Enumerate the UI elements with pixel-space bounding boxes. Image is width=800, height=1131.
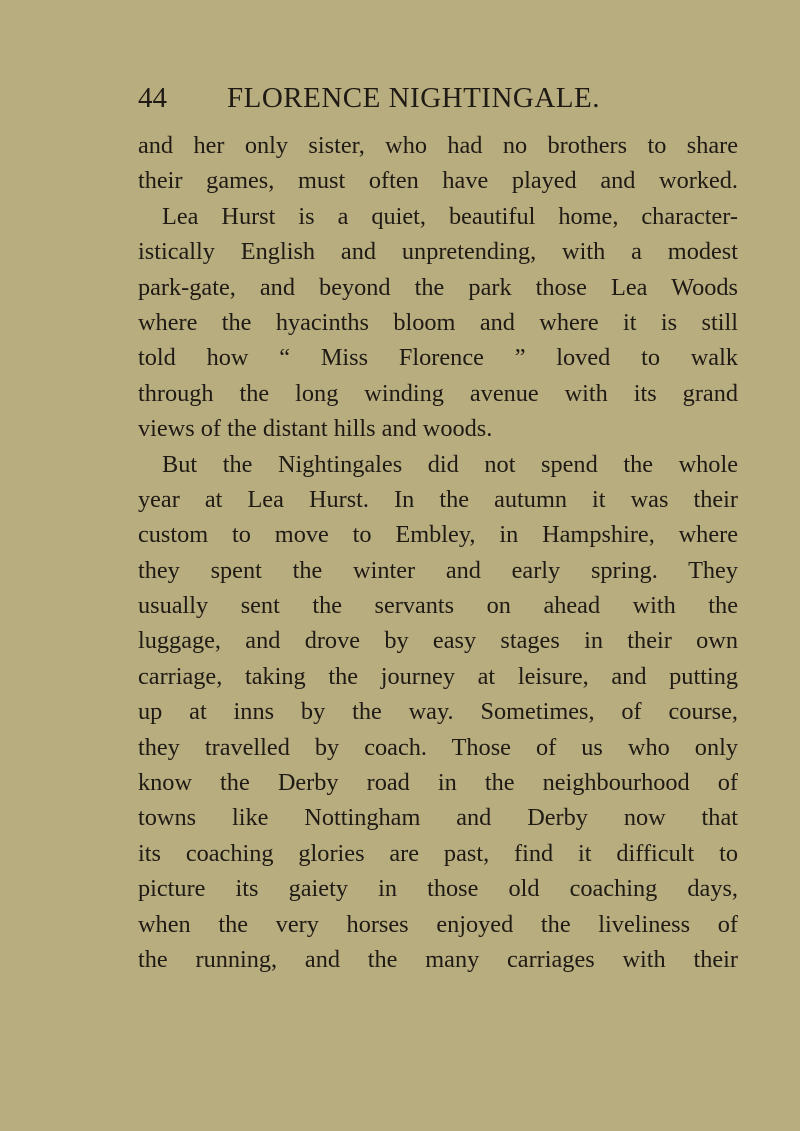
page-header bbox=[138, 78, 698, 118]
text-line: up at inns by the way. Sometimes, of course, bbox=[138, 698, 738, 726]
text-line: carriage, taking the journey at leisure, and putting bbox=[138, 662, 738, 690]
text-line: where the hyacinths bloom and where it is still bbox=[138, 308, 738, 336]
text-line: custom to move to Embley, in Hampshire, where bbox=[138, 521, 738, 549]
running-title: FLORENCE NIGHTINGALE. bbox=[227, 82, 600, 114]
text-line: Lea Hurst is a quiet, beautiful home, character- bbox=[162, 202, 738, 230]
text-line: picture its gaiety in those old coaching days, bbox=[138, 875, 738, 903]
text-line: their games, must often have played and worked. bbox=[138, 167, 738, 195]
text-line: towns like Nottingham and Derby now that bbox=[138, 804, 738, 832]
text-line: told how “ Miss Florence ” loved to walk bbox=[138, 344, 738, 372]
text-line: and her only sister, who had no brothers to share bbox=[138, 132, 738, 159]
text-line: But the Nightingales did not spend the whole bbox=[162, 450, 738, 478]
page-number: 44 bbox=[138, 82, 167, 114]
text-line: when the very horses enjoyed the liveliness of bbox=[138, 910, 738, 938]
text-line: they spent the winter and early spring. They bbox=[138, 556, 738, 584]
text-line: istically English and unpretending, with a modest bbox=[138, 238, 738, 266]
text-line: luggage, and drove by easy stages in their own bbox=[138, 627, 738, 655]
text-line: through the long winding avenue with its grand bbox=[138, 379, 738, 407]
text-line: know the Derby road in the neighbourhood of bbox=[138, 769, 738, 797]
text-line: park-gate, and beyond the park those Lea Woods bbox=[138, 273, 738, 301]
text-line: year at Lea Hurst. In the autumn it was their bbox=[138, 485, 738, 513]
text-line: the running, and the many carriages with their bbox=[138, 945, 738, 973]
body-text bbox=[138, 128, 738, 977]
text-line: its coaching glories are past, find it difficult to bbox=[138, 839, 738, 867]
text-line: views of the distant hills and woods. bbox=[138, 415, 493, 443]
text-line: usually sent the servants on ahead with the bbox=[138, 592, 738, 620]
text-line: they travelled by coach. Those of us who only bbox=[138, 733, 738, 761]
